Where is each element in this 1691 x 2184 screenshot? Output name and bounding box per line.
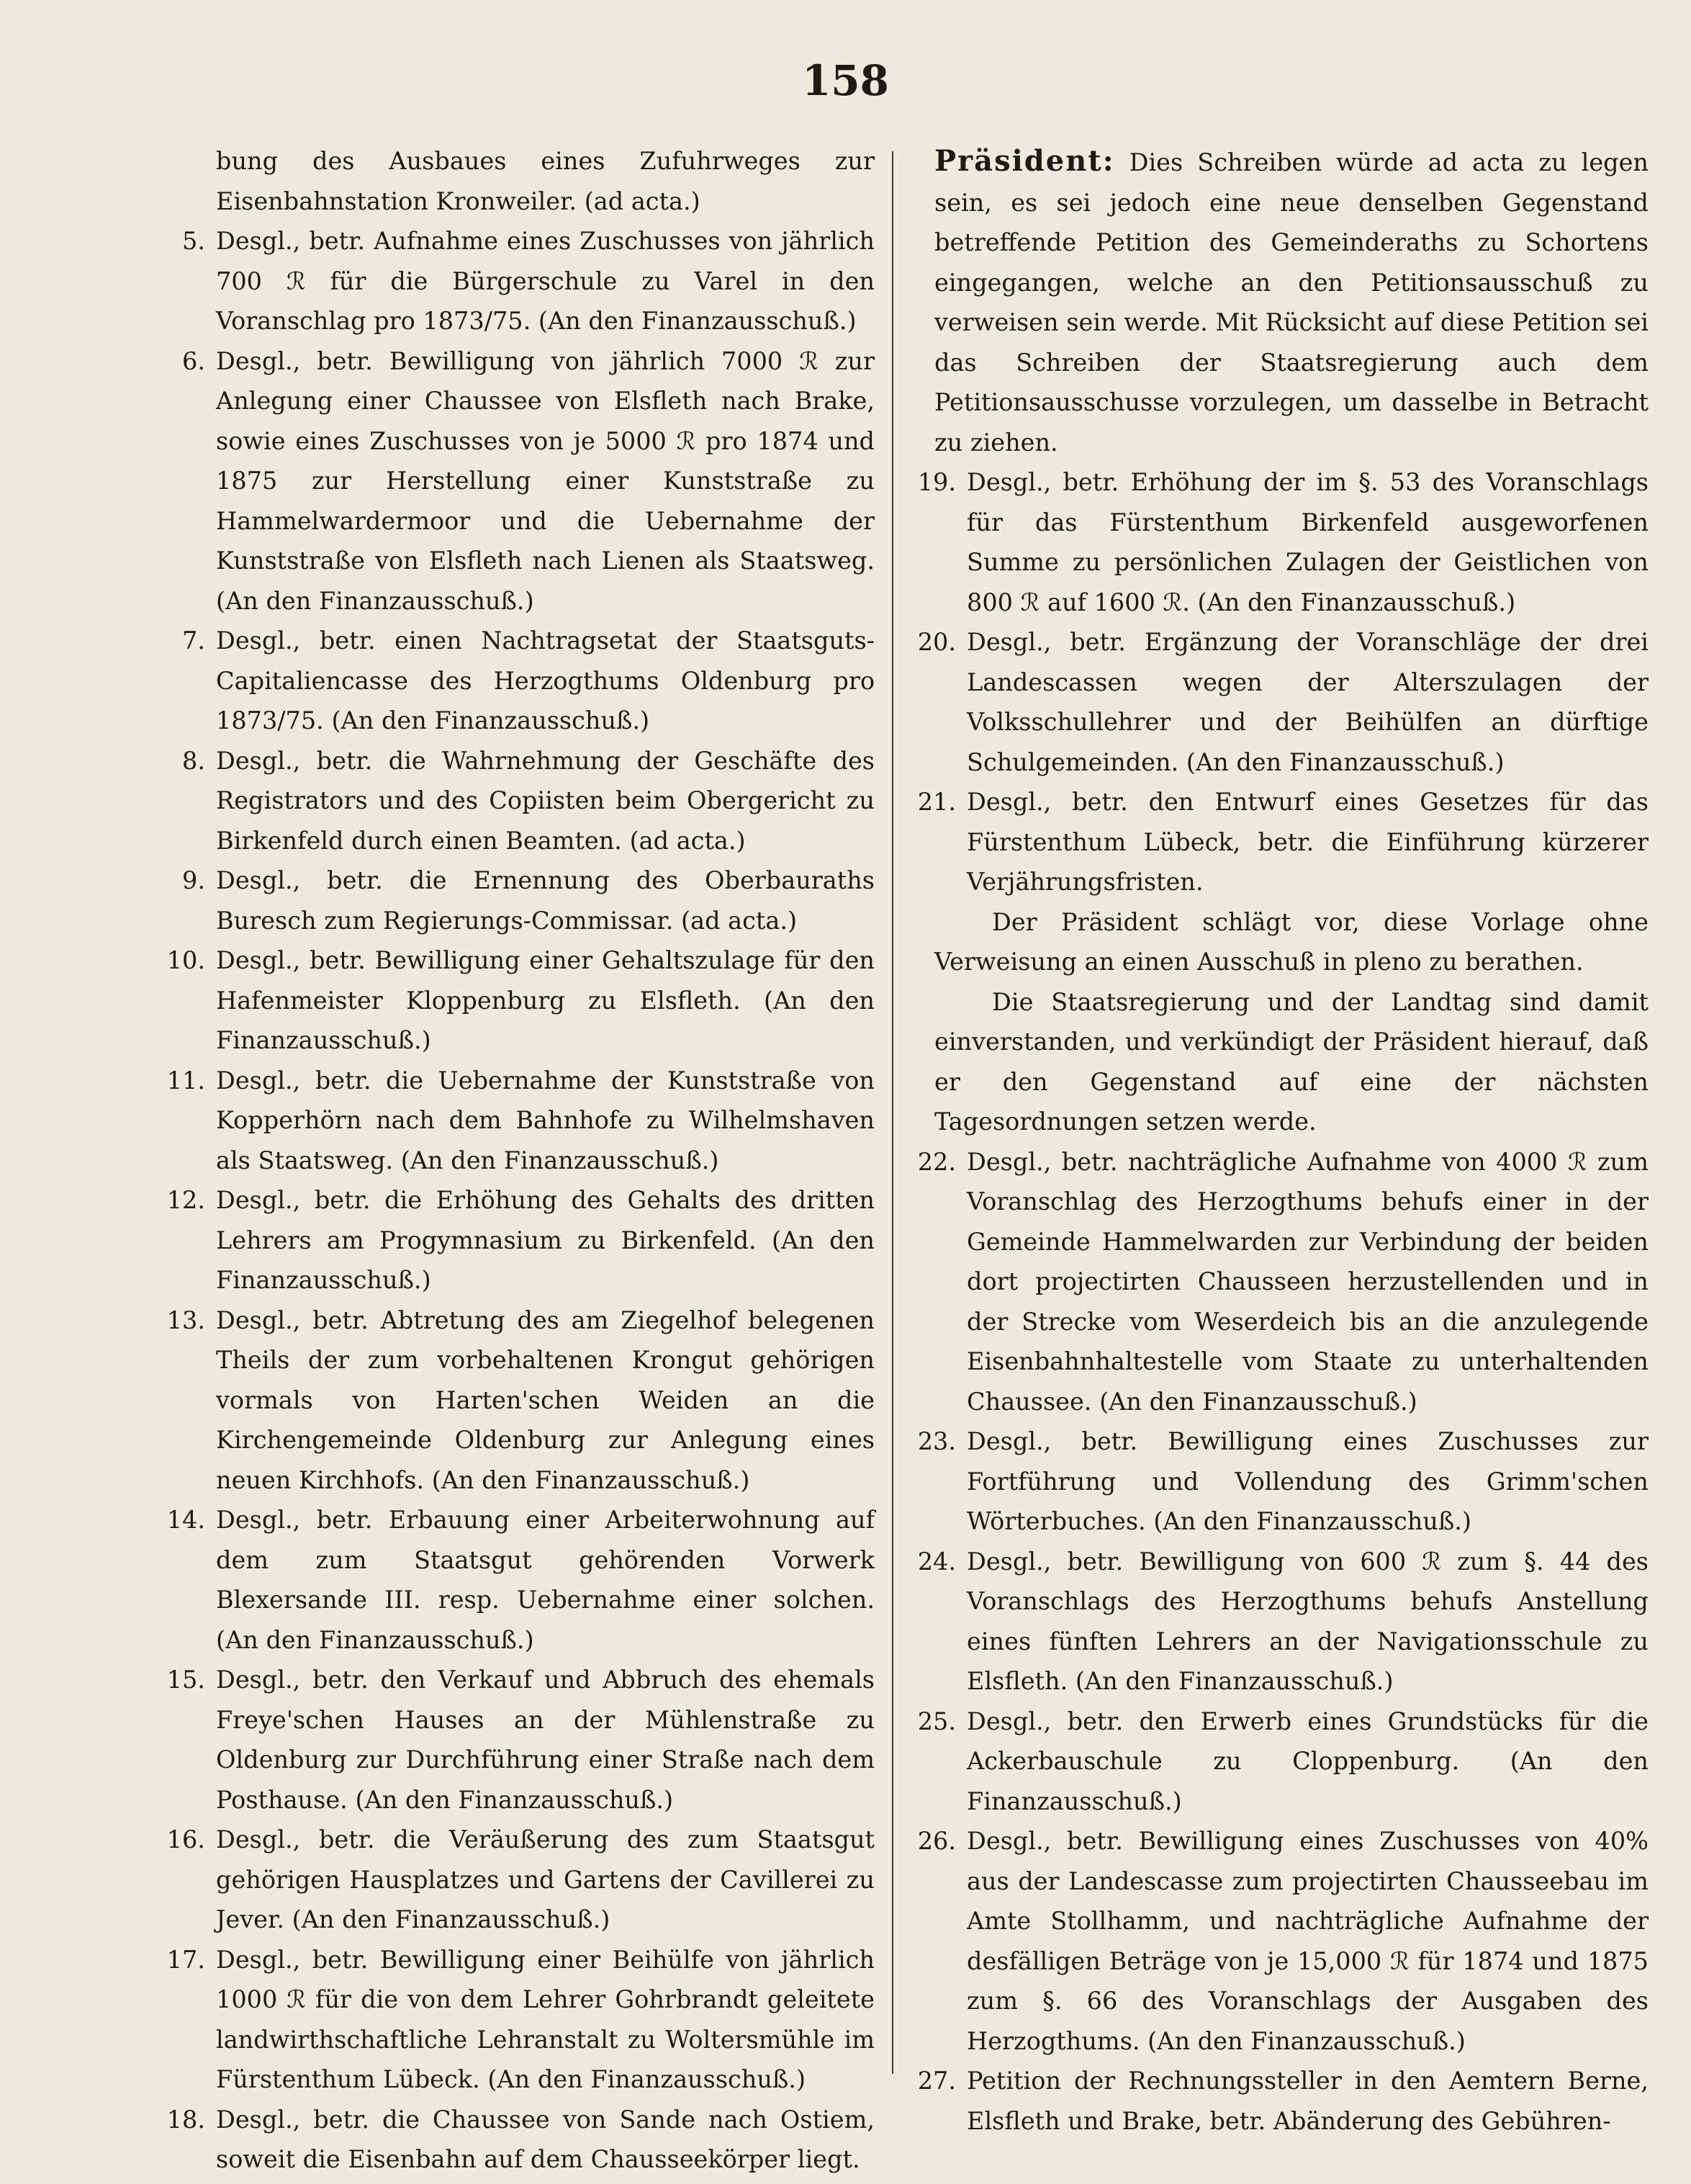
list-item (917, 782, 1649, 902)
item-text: Desgl., betr. die Uebernahme der Kunststraße von Kopperhörn nach dem Bahnhofe zu Wilhelmshaven als Staatsweg. (An den Finanzausschuß.) (216, 1066, 875, 1174)
item-text: Desgl., betr. die Wahrnehmung der Geschäfte des Registrators und des Copiisten beim Obergericht zu Birkenfeld durch einen Beamten. (ad acta.) (216, 746, 875, 855)
item-text: Desgl., betr. Bewilligung einer Beihülfe von jährlich 1000 ℛ für die von dem Lehrer Gohrbrandt geleitete landwirthschaftliche Lehranstalt zu Woltersmühle im Fürstenthum Lübeck. (An den Finanzausschuß.) (216, 1945, 875, 2093)
item-number: 11. (166, 1066, 205, 1095)
list-item (184, 860, 875, 940)
item-number: 25. (917, 1707, 956, 1735)
item-number: 8. (182, 746, 205, 775)
list-item (166, 1660, 875, 1820)
president-text: Dies Schreiben würde ad acta zu legen sein, es sei jedoch eine neue denselben Gegenstand betreffende Petition des Gemeinderaths zu Schortens eingegangen, welche an den Petitionsausschuß zu verweisen sein werde. Mit Rücksicht auf diese Petition sei das Schreiben der Staatsregierung auch dem Petitionsausschusse vorzulegen, um dasselbe in Betracht zu ziehen. (934, 148, 1649, 457)
list-item (166, 1820, 875, 1940)
item-text: Desgl., betr. die Chaussee von Sande nach Ostiem, soweit die Eisenbahn auf dem Chausseekörper liegt. (216, 2105, 875, 2173)
page-number: 158 (801, 56, 890, 105)
item-number: 12. (166, 1186, 205, 1214)
item-number: 18. (166, 2105, 205, 2134)
item-text: Desgl., betr. die Veräußerung des zum Staatsgut gehörigen Hausplatzes und Gartens der Cavillerei zu Jever. (An den Finanzausschuß.) (216, 1825, 875, 1933)
item-text: Desgl., betr. Abtretung des am Ziegelhof belegenen Theils der zum vorbehaltenen Krongut gehörigen vormals von Harten'schen Weiden an die Kirchengemeinde Oldenburg zur Anlegung eines neuen Kirchhofs. (An den Finanzausschuß.) (216, 1306, 875, 1494)
list-item (166, 1500, 875, 1660)
item-text: Desgl., betr. die Erhöhung des Gehalts des dritten Lehrers am Progymnasium zu Birkenfeld. (An den Finanzausschuß.) (216, 1186, 875, 1294)
paragraph-agreement: Die Staatsregierung und der Landtag sind damit einverstanden, und verkündigt der Präsident hierauf, daß er den Gegenstand auf eine der nächsten Tagesordnungen setzen werde. (934, 987, 1649, 1136)
item-text: Desgl., betr. Erbauung einer Arbeiterwohnung auf dem zum Staatsgut gehörenden Vorwerk Blexersande III. resp. Uebernahme einer solchen. (An den Finanzausschuß.) (216, 1506, 875, 1654)
item-number: 21. (917, 788, 956, 816)
item-text: Desgl., betr. den Entwurf eines Gesetzes für das Fürstenthum Lübeck, betr. die Einführung kürzerer Verjährungsfristen. (967, 788, 1649, 896)
speaker-label: Präsident: (934, 144, 1115, 178)
list-item (917, 2061, 1649, 2141)
list-item (917, 462, 1649, 622)
item-number: 14. (166, 1506, 205, 1534)
item-number: 26. (917, 1827, 956, 1855)
list-item (166, 2100, 875, 2180)
item-text: Desgl., betr. Bewilligung eines Zuschusses von 40% aus der Landescasse zum projectirten Chausseebau im Amte Stollhamm, und nachträgliche Aufnahme der desfälligen Beträge von je 15,000 ℛ für 1874 und 1875 zum §. 66 des Voranschlags der Ausgaben des Herzogthums. (An den Finanzausschuß.) (967, 1827, 1649, 2055)
item-number: 5. (182, 227, 205, 255)
list-item (917, 1142, 1649, 1422)
list-item (166, 1300, 875, 1501)
item-text: Desgl., betr. Erhöhung der im §. 53 des Voranschlags für das Fürstenthum Birkenfeld ausgeworfenen Summe zu persönlichen Zulagen der Geistlichen von 800 ℛ auf 1600 ℛ. (An den Finanzausschuß.) (967, 468, 1649, 616)
item-number: 17. (166, 1945, 205, 1974)
item-text: Desgl., betr. Bewilligung eines Zuschusses zur Fortführung und Vollendung des Grimm'schen Wörterbuches. (An den Finanzausschuß.) (967, 1427, 1649, 1535)
paragraph-proposal: Der Präsident schlägt vor, diese Vorlage ohne Verweisung an einen Ausschuß in pleno zu berathen. (934, 907, 1649, 976)
item-text: Desgl., betr. Aufnahme eines Zuschusses von jährlich 700 ℛ für die Bürgerschule zu Varel in den Voranschlag pro 1873/75. (An den Finanzausschuß.) (216, 227, 875, 335)
president-statement (934, 141, 1649, 462)
item-number: 16. (166, 1825, 205, 1853)
list-item (184, 221, 875, 341)
column-divider (892, 151, 893, 2074)
list-item (184, 621, 875, 741)
item-number: 10. (166, 946, 205, 974)
item-text: Desgl., betr. Bewilligung von jährlich 7000 ℛ zur Anlegung einer Chaussee von Elsfleth nach Brake, sowie eines Zuschusses von je 5000 ℛ pro 1874 und 1875 zur Herstellung einer Kunststraße zu Hammelwardermoor und die Uebernahme der Kunststraße von Elsfleth nach Lienen als Staatsweg. (An den Finanzausschuß.) (216, 346, 875, 615)
right-column (917, 141, 1649, 2141)
list-item (166, 1180, 875, 1300)
item-number: 27. (917, 2067, 956, 2095)
list-item (184, 741, 875, 861)
right-entry-list-a (917, 462, 1649, 902)
right-entry-list-b (917, 1142, 1649, 2142)
list-item (166, 1061, 875, 1181)
item-number: 23. (917, 1427, 956, 1455)
item-text: Petition der Rechnungssteller in den Aemtern Berne, Elsfleth und Brake, betr. Abänderung des Gebühren- (967, 2067, 1649, 2135)
item-text: Desgl., betr. Ergänzung der Voranschläge der drei Landescassen wegen der Alterszulagen der Volksschullehrer und der Beihülfen an dürftige Schulgemeinden. (An den Finanzausschuß.) (967, 628, 1649, 776)
item-number: 24. (917, 1547, 956, 1576)
list-item (917, 1821, 1649, 2061)
item-number: 7. (182, 626, 205, 655)
item-text: Desgl., betr. Bewilligung einer Gehaltszulage für den Hafenmeister Kloppenburg zu Elsfleth. (An den Finanzausschuß.) (216, 946, 875, 1054)
left-entry-list (166, 221, 875, 2180)
continuation-text: bung des Ausbaues eines Zufuhrweges zur Eisenbahnstation Kronweiler. (ad acta.) (216, 147, 875, 215)
item-text: Desgl., betr. Bewilligung von 600 ℛ zum §. 44 des Voranschlags des Herzogthums behufs Anstellung eines fünften Lehrers an der Navigationsschule zu Elsfleth. (An den Finanzausschuß.) (967, 1547, 1649, 1695)
item-text: Desgl., betr. den Verkauf und Abbruch des ehemals Freye'schen Hauses an der Mühlenstraße zu Oldenburg zur Durchführung einer Straße nach dem Posthause. (An den Finanzausschuß.) (216, 1666, 875, 1814)
item-number: 15. (166, 1666, 205, 1694)
list-item (166, 940, 875, 1061)
item-text: Desgl., betr. den Erwerb eines Grundstücks für die Ackerbauschule zu Cloppenburg. (An den Finanzausschuß.) (967, 1707, 1649, 1815)
item-number: 6. (182, 346, 205, 375)
list-item (166, 1940, 875, 2100)
item-number: 9. (182, 866, 205, 894)
list-item (917, 1542, 1649, 1702)
item-number: 22. (917, 1147, 956, 1176)
item-number: 20. (917, 628, 956, 656)
item-text: Desgl., betr. die Ernennung des Oberbauraths Buresch zum Regierungs-Commissar. (ad acta.) (216, 866, 875, 935)
list-item (917, 622, 1649, 782)
left-column (166, 141, 875, 2180)
list-item (917, 1702, 1649, 1822)
list-item (184, 341, 875, 621)
item-text: Desgl., betr. einen Nachtragsetat der Staatsguts-Capitaliencasse des Herzogthums Oldenburg pro 1873/75. (An den Finanzausschuß.) (216, 626, 875, 734)
item-text: Desgl., betr. nachträgliche Aufnahme von 4000 ℛ zum Voranschlag des Herzogthums behufs einer in der Gemeinde Hammelwarden zur Verbindung der beiden dort projectirten Chausseen herzustellenden und in der Strecke vom Weserdeich bis an die anzulegende Eisenbahnhaltestelle vom Staate zu unterhaltenden Chaussee. (An den Finanzausschuß.) (967, 1147, 1649, 1416)
item-number: 13. (166, 1306, 205, 1334)
list-item (917, 1421, 1649, 1542)
item-number: 19. (917, 468, 956, 496)
